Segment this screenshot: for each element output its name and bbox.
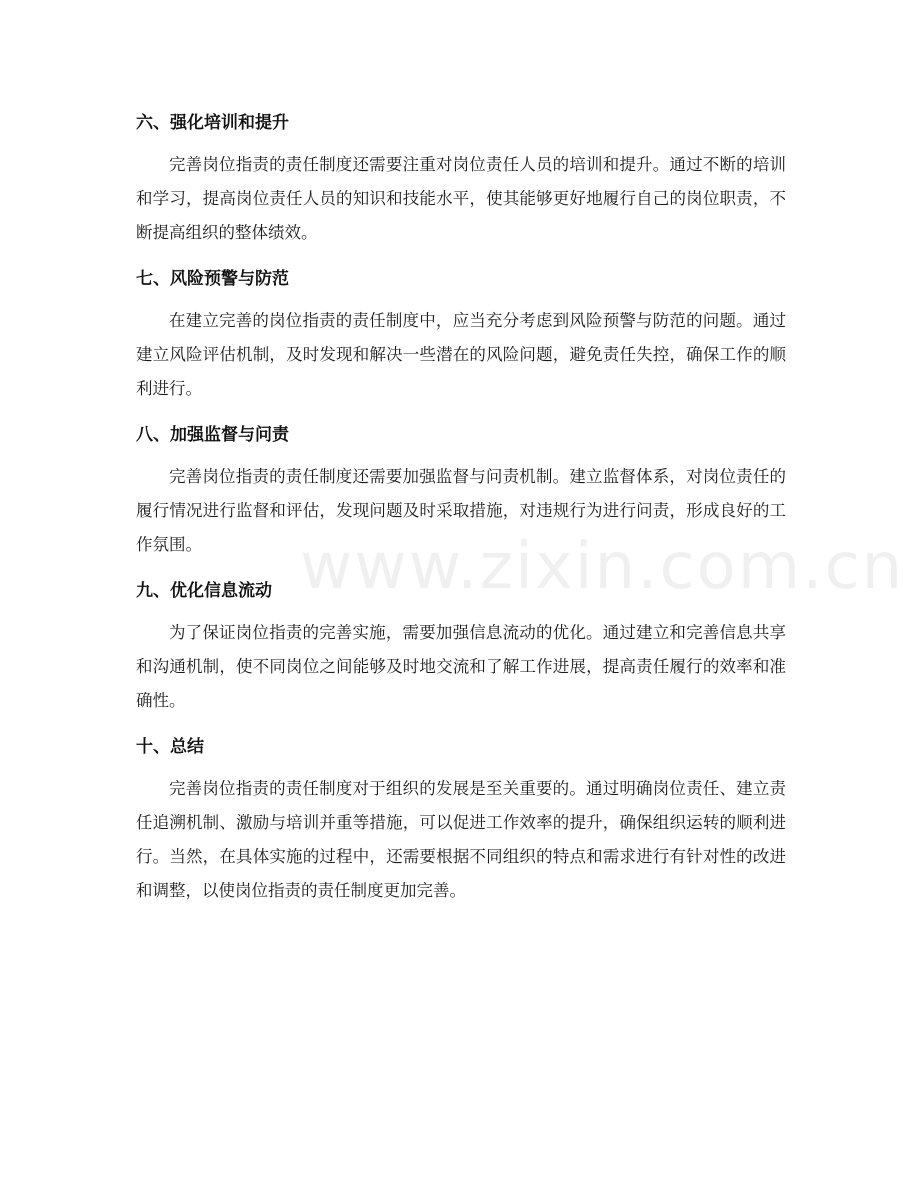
section-title: 六、强化培训和提升 [136,113,289,133]
section-supervision [136,418,786,562]
section-paragraph: 完善岗位指责的责任制度对于组织的发展是至关重要的。通过明确岗位责任、建立责任追溯机制、激励与培训并重等措施，可以促进工作效率的提升，确保组织运转的顺利进行。当然，在具体实施的过程中，还需要根据不同组织的特点和需求进行有针对性的改进和调整，以使岗位指责的责任制度更加完善。 [136,779,786,900]
section-paragraph: 完善岗位指责的责任制度还需要注重对岗位责任人员的培训和提升。通过不断的培训和学习，提高岗位责任人员的知识和技能水平，使其能够更好地履行自己的岗位职责，不断提高组织的整体绩效。 [136,155,786,242]
section-summary [136,730,786,908]
section-information-flow [136,574,786,718]
section-title: 九、优化信息流动 [136,581,272,601]
watermark: www.zixin.com.cn [300,530,905,604]
section-training [136,106,786,250]
section-title: 八、加强监督与问责 [136,425,289,445]
section-paragraph: 为了保证岗位指责的完善实施，需要加强信息流动的优化。通过建立和完善信息共享和沟通机制，使不同岗位之间能够及时地交流和了解工作进展，提高责任履行的效率和准确性。 [136,623,786,710]
document-content [136,106,786,920]
section-title: 十、总结 [136,737,204,757]
section-title: 七、风险预警与防范 [136,269,289,289]
section-paragraph: 完善岗位指责的责任制度还需要加强监督与问责机制。建立监督体系，对岗位责任的履行情况进行监督和评估，发现问题及时采取措施，对违规行为进行问责，形成良好的工作氛围。 [136,467,786,554]
section-paragraph: 在建立完善的岗位指责的责任制度中，应当充分考虑到风险预警与防范的问题。通过建立风险评估机制，及时发现和解决一些潜在的风险问题，避免责任失控，确保工作的顺利进行。 [136,311,786,398]
section-risk-warning [136,262,786,406]
